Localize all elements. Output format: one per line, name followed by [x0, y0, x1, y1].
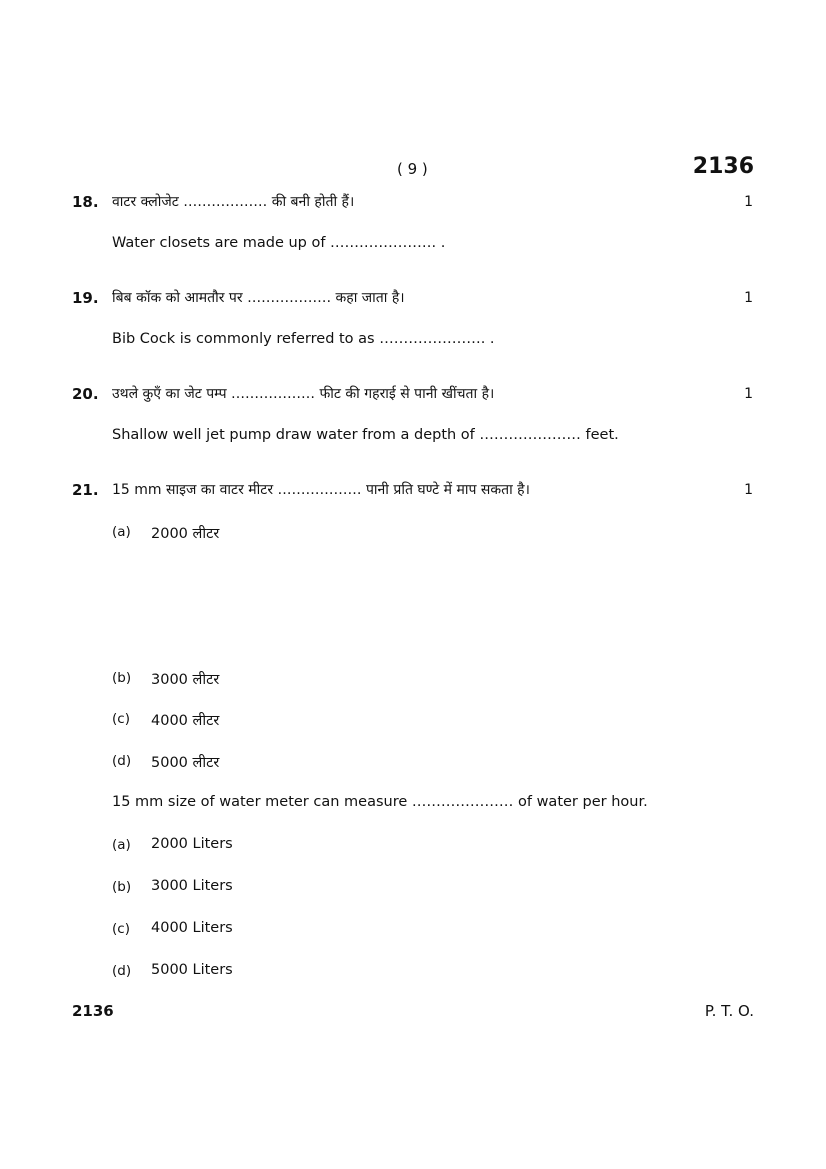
- option-text: 4000 लीटर: [151, 713, 220, 729]
- question-21-hindi: 15 mm साइज का वाटर मीटर ……………… पानी प्रति घण्टे में माप सकता है।: [112, 482, 530, 498]
- option-label: (b): [112, 879, 132, 895]
- option-text: 3000 लीटर: [151, 672, 220, 688]
- option-text: 3000 Liters: [151, 878, 233, 894]
- question-19-marks: 1: [744, 290, 753, 306]
- question-21-number: 21.: [72, 481, 99, 499]
- option-label: (a): [112, 837, 131, 853]
- question-18-number: 18.: [72, 193, 99, 211]
- paper-code: 2136: [692, 154, 754, 179]
- option-label: (c): [112, 711, 130, 727]
- question-20-english: Shallow well jet pump draw water from a depth of ………………… feet.: [112, 427, 619, 443]
- footer-paper-code: 2136: [72, 1002, 114, 1020]
- question-18-english: Water closets are made up of …………………. .: [112, 235, 446, 251]
- option-text: 2000 लीटर: [151, 526, 220, 542]
- question-20-number: 20.: [72, 385, 99, 403]
- option-label: (c): [112, 921, 130, 937]
- option-label: (b): [112, 670, 132, 686]
- option-label: (d): [112, 753, 132, 769]
- page-number: ( 9 ): [397, 160, 428, 178]
- question-19-hindi: बिब कॉक को आमतौर पर ……………… कहा जाता है।: [112, 290, 405, 306]
- option-text: 4000 Liters: [151, 920, 233, 936]
- pto-label: P. T. O.: [704, 1002, 754, 1020]
- option-text: 5000 लीटर: [151, 755, 220, 771]
- question-21-english: 15 mm size of water meter can measure ………………… of water per hour.: [112, 794, 648, 810]
- option-text: 2000 Liters: [151, 836, 233, 852]
- question-21-marks: 1: [744, 482, 753, 498]
- question-20-marks: 1: [744, 386, 753, 402]
- question-18-marks: 1: [744, 194, 753, 210]
- question-19-english: Bib Cock is commonly referred to as …………………. .: [112, 331, 495, 347]
- option-text: 5000 Liters: [151, 962, 233, 978]
- question-19-number: 19.: [72, 289, 99, 307]
- option-label: (a): [112, 524, 131, 540]
- question-20-hindi: उथले कुएँ का जेट पम्प ……………… फीट की गहराई से पानी खींचता है।: [112, 386, 495, 402]
- option-label: (d): [112, 963, 132, 979]
- question-18-hindi: वाटर क्लोजेट ……………… की बनी होती हैं।: [112, 194, 355, 210]
